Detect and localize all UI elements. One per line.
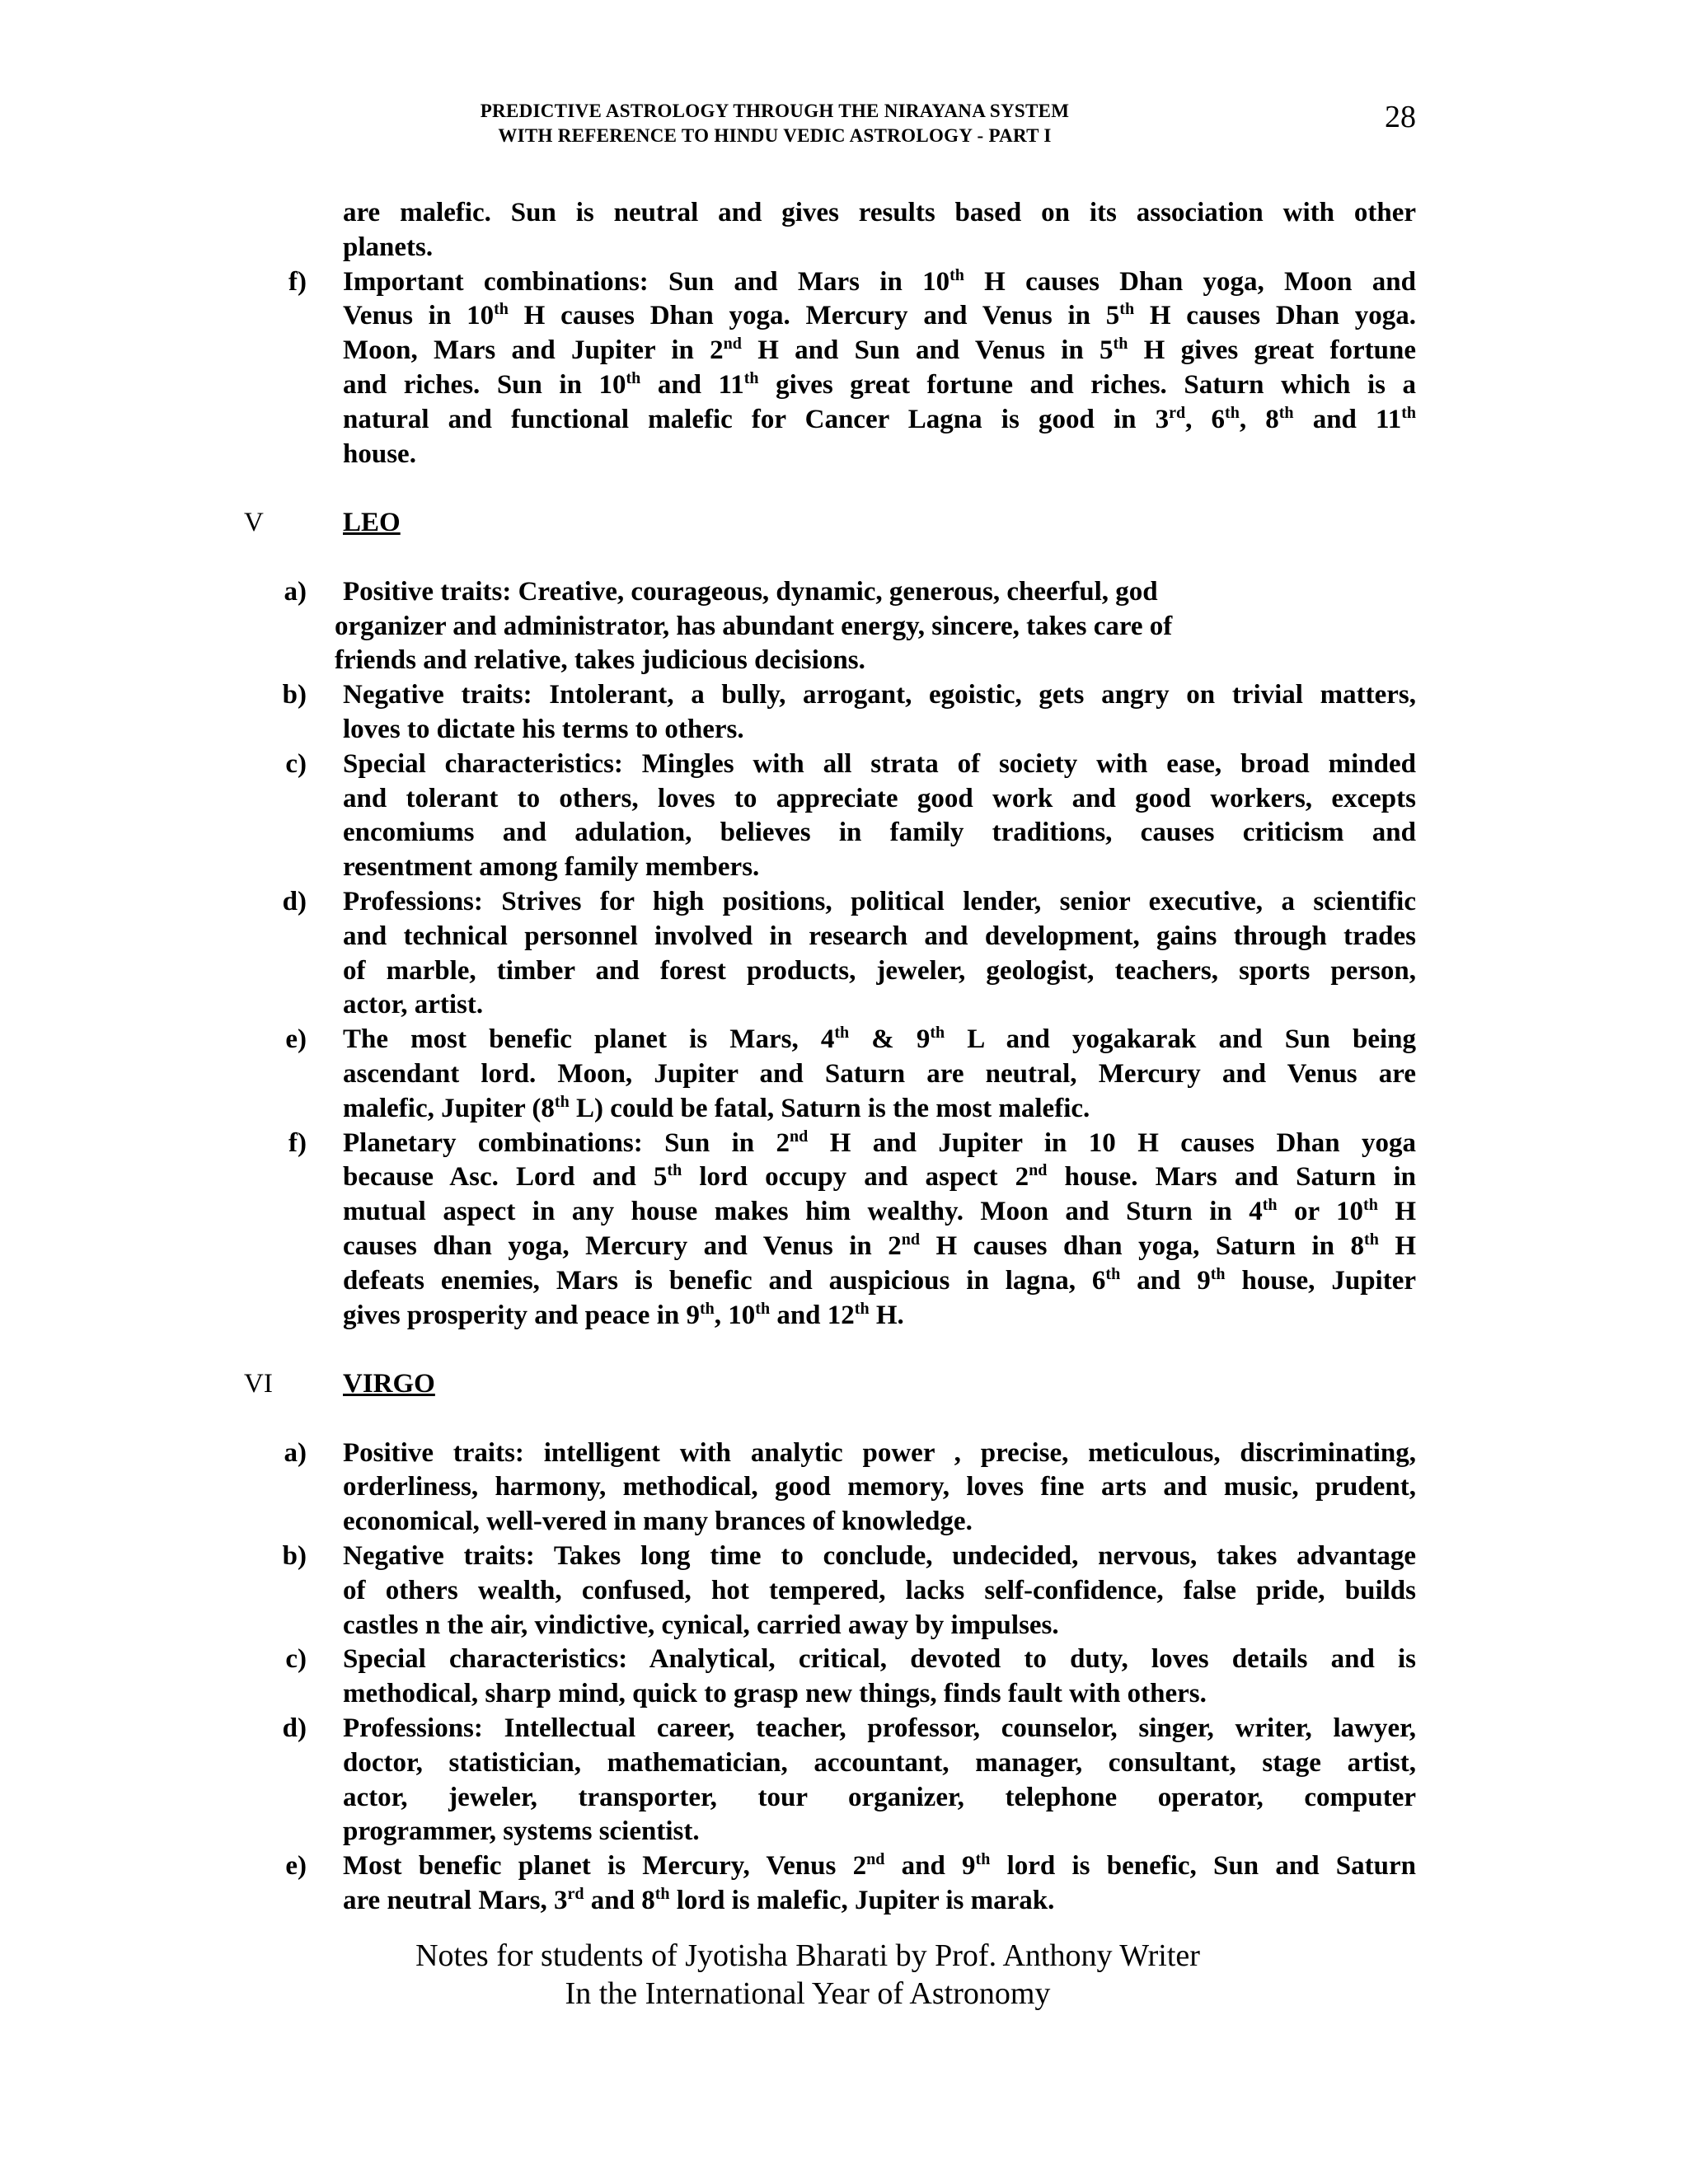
text-line xyxy=(0,644,1688,678)
item-marker: c) xyxy=(285,748,307,779)
line-text: of others wealth, confused, hot tempered, lacks self-confidence, false pride, builds xyxy=(343,1575,1416,1605)
text-line xyxy=(0,920,1688,954)
text-line xyxy=(0,196,1688,231)
line-text: programmer, systems scientist. xyxy=(343,1816,700,1847)
line-text: Professions: Intellectual career, teacher, professor, counselor, singer, writer, lawyer, xyxy=(343,1713,1416,1744)
item-marker: b) xyxy=(282,680,307,710)
line-text: of marble, timber and forest products, jeweler, geologist, teachers, sports person, xyxy=(343,955,1416,986)
line-text: malefic, Jupiter (8th L) could be fatal, Saturn is the most malefic. xyxy=(343,1092,1090,1123)
line-text: The most benefic planet is Mars, 4th & 9th L and yogakarak and Sun being xyxy=(343,1024,1416,1055)
running-header xyxy=(396,99,1154,148)
text-line xyxy=(0,403,1688,438)
item-first-line xyxy=(0,748,1688,782)
line-text: house. xyxy=(343,438,416,469)
text-line xyxy=(0,1195,1688,1230)
line-text: Venus in 10th H causes Dhan yoga. Mercury and Venus in 5th H causes Dhan yoga. xyxy=(343,300,1416,331)
item-marker: d) xyxy=(282,1713,307,1744)
line-text: Professions: Strives for high positions, political lender, senior executive, a scientific xyxy=(343,886,1416,916)
text-line xyxy=(0,1505,1688,1540)
text-line xyxy=(0,1746,1688,1781)
text-line xyxy=(0,1815,1688,1849)
section-heading-leo xyxy=(0,506,1688,541)
item-first-line xyxy=(0,1849,1688,1884)
item-first-line xyxy=(0,1540,1688,1574)
line-text: orderliness, harmony, methodical, good memory, loves fine arts and music, prudent, xyxy=(343,1472,1416,1502)
line-text: actor, artist. xyxy=(343,990,484,1020)
text-line xyxy=(0,334,1688,368)
item-first-line xyxy=(0,1023,1688,1057)
line-text: Negative traits: Takes long time to conclude, undecided, nervous, takes advantage xyxy=(343,1541,1416,1572)
footer-line-1: Notes for students of Jyotisha Bharati by Prof. Anthony Writer xyxy=(415,1938,1200,1973)
item-first-line xyxy=(0,678,1688,713)
text-line xyxy=(0,1299,1688,1333)
item-marker: a) xyxy=(284,576,307,607)
line-text: are neutral Mars, 3rd and 8th lord is malefic, Jupiter is marak. xyxy=(343,1885,1055,1916)
line-text: Planetary combinations: Sun in 2nd H and Jupiter in 10 H causes Dhan yoga xyxy=(343,1127,1416,1158)
text-line xyxy=(0,1677,1688,1712)
line-text: are malefic. Sun is neutral and gives results based on its association with other xyxy=(343,198,1416,227)
header-line-1: PREDICTIVE ASTROLOGY THROUGH THE NIRAYANA SYSTEM xyxy=(480,101,1070,121)
item-first-line xyxy=(0,1436,1688,1471)
text-line xyxy=(0,1057,1688,1092)
line-text: and tolerant to others, loves to appreciate good work and good workers, excepts xyxy=(343,783,1416,813)
text-line xyxy=(0,368,1688,403)
line-text: Special characteristics: Analytical, critical, devoted to duty, loves details and is xyxy=(343,1644,1416,1675)
line-text: Positive traits: Creative, courageous, dynamic, generous, cheerful, god xyxy=(343,576,1158,607)
item-first-line xyxy=(0,1127,1688,1161)
item-marker: c) xyxy=(285,1644,307,1675)
section-title: LEO xyxy=(343,508,401,538)
line-text: Moon, Mars and Jupiter in 2nd H and Sun and Venus in 5th H gives great fortune xyxy=(343,335,1416,366)
text-line xyxy=(0,610,1688,644)
item-marker: f) xyxy=(288,1127,307,1158)
text-line xyxy=(0,782,1688,817)
line-text: because Asc. Lord and 5th lord occupy and aspect 2nd house. Mars and Saturn in xyxy=(343,1161,1416,1193)
text-line xyxy=(0,1230,1688,1264)
text-line xyxy=(0,1609,1688,1643)
line-text: loves to dictate his terms to others. xyxy=(343,714,744,744)
section-heading-virgo xyxy=(0,1367,1688,1402)
item-first-line xyxy=(0,575,1688,610)
text-line xyxy=(0,438,1688,472)
page-footer xyxy=(313,1937,1302,2013)
text-line xyxy=(0,299,1688,334)
line-text: doctor, statistician, mathematician, accountant, manager, consultant, stage artist, xyxy=(343,1747,1416,1778)
item-first-line xyxy=(0,885,1688,920)
line-text: Important combinations: Sun and Mars in 10th H causes Dhan yoga, Moon and xyxy=(343,265,1416,297)
line-text: resentment among family members. xyxy=(343,852,760,883)
line-text: gives prosperity and peace in 9th, 10th and 12th H. xyxy=(343,1299,904,1330)
item-first-line xyxy=(0,265,1688,300)
section-title: VIRGO xyxy=(343,1369,435,1399)
header-line-2: WITH REFERENCE TO HINDU VEDIC ASTROLOGY - PART I xyxy=(498,125,1052,146)
item-marker: b) xyxy=(282,1541,307,1572)
line-text: economical, well-vered in many brances of knowledge. xyxy=(343,1507,973,1537)
line-text: Negative traits: Intolerant, a bully, arrogant, egoistic, gets angry on trivial matters, xyxy=(343,680,1416,710)
item-marker: a) xyxy=(284,1437,307,1468)
text-line xyxy=(0,713,1688,748)
text-line xyxy=(0,816,1688,851)
line-text: ascendant lord. Moon, Jupiter and Saturn are neutral, Mercury and Venus are xyxy=(343,1058,1416,1089)
text-line xyxy=(0,1574,1688,1609)
line-text: Positive traits: intelligent with analytic power , precise, meticulous, discriminating, xyxy=(343,1437,1416,1468)
text-line xyxy=(0,1781,1688,1816)
line-text: planets. xyxy=(343,232,434,262)
text-line xyxy=(0,954,1688,989)
line-text: methodical, sharp mind, quick to grasp new things, finds fault with others. xyxy=(343,1679,1207,1709)
line-text: causes dhan yoga, Mercury and Venus in 2nd H causes dhan yoga, Saturn in 8th H xyxy=(343,1230,1417,1261)
line-text: castles n the air, vindictive, cynical, carried away by impulses. xyxy=(343,1610,1059,1640)
line-text: defeats enemies, Mars is benefic and auspicious in lagna, 6th and 9th house, Jupiter xyxy=(343,1264,1416,1296)
line-text: and technical personnel involved in research and development, gains through trades xyxy=(343,921,1416,951)
line-text: encomiums and adulation, believes in family traditions, causes criticism and xyxy=(343,818,1416,848)
item-first-line xyxy=(0,1643,1688,1677)
line-text: actor, jeweler, transporter, tour organizer, telephone operator, computer xyxy=(343,1782,1416,1812)
text-line xyxy=(0,988,1688,1023)
line-text: mutual aspect in any house makes him wealthy. Moon and Sturn in 4th or 10th H xyxy=(343,1196,1416,1227)
text-line xyxy=(0,851,1688,885)
page-body xyxy=(0,196,1688,1919)
footer-line-2: In the International Year of Astronomy xyxy=(565,1976,1051,2011)
text-line xyxy=(0,1264,1688,1299)
item-marker: e) xyxy=(285,1851,307,1882)
item-first-line xyxy=(0,1712,1688,1746)
section-number: VI xyxy=(244,1369,273,1399)
line-text: natural and functional malefic for Cancer Lagna is good in 3rd, 6th, 8th and 11th xyxy=(343,403,1417,434)
section-number: V xyxy=(244,508,264,538)
text-line xyxy=(0,1470,1688,1505)
text-line xyxy=(0,1160,1688,1195)
line-text: friends and relative, takes judicious decisions. xyxy=(335,645,865,676)
text-line xyxy=(0,231,1688,265)
item-marker: e) xyxy=(285,1024,307,1055)
text-line xyxy=(0,1884,1688,1919)
line-text: organizer and administrator, has abundant energy, sincere, takes care of xyxy=(335,611,1173,641)
item-marker: d) xyxy=(282,886,307,916)
line-text: and riches. Sun in 10th and 11th gives great fortune and riches. Saturn which is a xyxy=(343,368,1416,400)
page-number: 28 xyxy=(1385,100,1416,134)
item-marker: f) xyxy=(288,266,307,297)
line-text: Most benefic planet is Mercury, Venus 2nd and 9th lord is benefic, Sun and Saturn xyxy=(343,1850,1416,1882)
text-line xyxy=(0,1092,1688,1127)
line-text: Special characteristics: Mingles with all strata of society with ease, broad minded xyxy=(343,748,1416,779)
